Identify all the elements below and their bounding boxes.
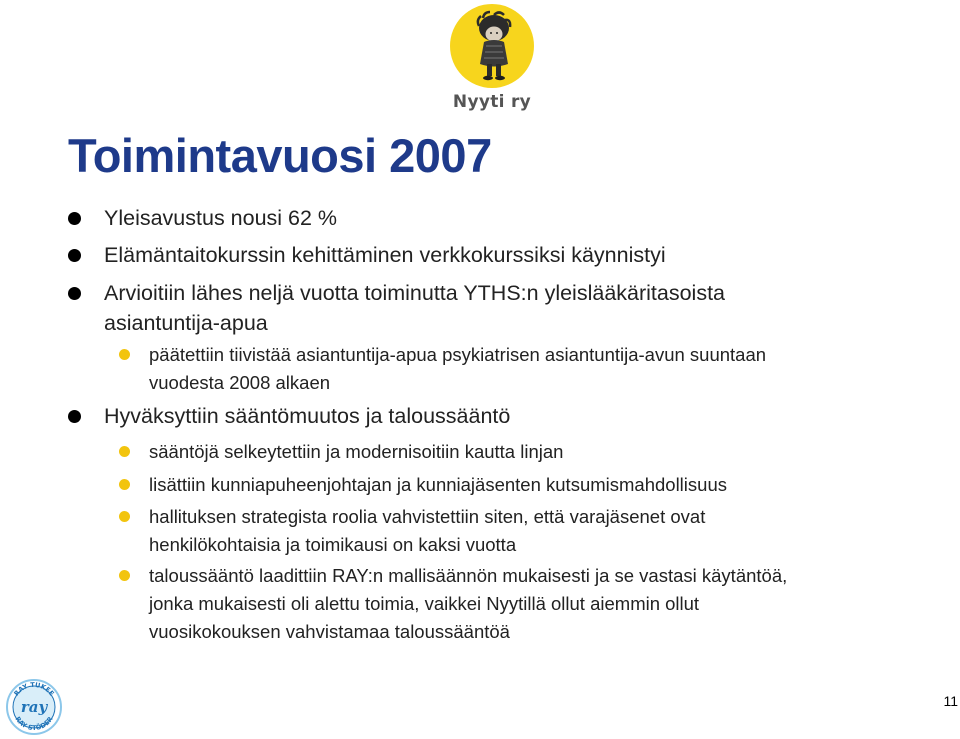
bullet-text-line: taloussääntö laadittiin RAY:n mallisäännön mukaisesti ja se vastasi käytäntöä, [149, 565, 788, 586]
bullet-text-line: Yleisavustus nousi 62 % [104, 206, 338, 230]
bullet-item-level-1 [104, 278, 725, 338]
bullet-text-line: vuodesta 2008 alkaen [149, 372, 331, 393]
bullet-item-level-1 [104, 401, 510, 431]
bullet-text-line: vuosikokouksen vahvistamaa taloussääntöä [149, 621, 510, 642]
bullet-dot-icon [68, 410, 81, 423]
bullet-text-line: sääntöjä selkeytettiin ja modernisoitiin kautta linjan [149, 441, 564, 462]
bullet-item-level-2 [149, 562, 787, 646]
bullet-text-line: jonka mukaisesti oli alettu toimia, vaikkei Nyytillä ollut aiemmin ollut [149, 593, 700, 614]
bullet-item-level-1 [104, 203, 337, 233]
bullet-item-level-2 [149, 438, 563, 466]
page-title: Toimintavuosi 2007 [68, 129, 492, 182]
ray-center-text: ray [20, 698, 48, 716]
bullet-item-level-1 [104, 240, 666, 270]
bullet-item-level-2 [149, 503, 705, 559]
bullet-text-line: hallituksen strategista roolia vahvistettiin siten, että varajäsenet ovat [149, 506, 706, 527]
bullet-item-level-2 [149, 471, 727, 499]
sub-bullet-dot-icon [119, 570, 130, 581]
bullet-text-line: henkilökohtaisia ja toimikausi on kaksi vuotta [149, 534, 517, 555]
bullet-text-line: päätettiin tiivistää asiantuntija-apua psykiatrisen asiantuntija-avun suuntaan [149, 344, 767, 365]
bullet-item-level-2 [149, 341, 766, 397]
bullet-text-line: lisättiin kunniapuheenjohtajan ja kunniajäsenten kutsumismahdollisuus [149, 474, 727, 495]
bullet-text-line: Arvioitiin lähes neljä vuotta toiminutta YTHS:n yleislääkäritasoista [104, 281, 726, 305]
figure-icon [450, 4, 534, 88]
bullet-text-line: asiantuntija-apua [104, 311, 268, 335]
nyyti-logo [446, 4, 538, 116]
bullet-text-line: Hyväksyttiin sääntömuutos ja taloussääntö [104, 404, 511, 428]
sub-bullet-dot-icon [119, 511, 130, 522]
bullet-dot-icon [68, 249, 81, 262]
ray-logo-icon [5, 678, 63, 736]
sub-bullet-dot-icon [119, 349, 130, 360]
bullet-dot-icon [68, 212, 81, 225]
bullet-text-line: Elämäntaitokurssin kehittäminen verkkokurssiksi käynnistyi [104, 243, 666, 267]
logo-text: Nyyti ry [452, 92, 532, 112]
ray-top-text: RAY TUKEE [12, 680, 56, 698]
sub-bullet-dot-icon [119, 479, 130, 490]
sub-bullet-dot-icon [119, 446, 130, 457]
bullet-dot-icon [68, 287, 81, 300]
page-number: 11 [943, 693, 958, 709]
ray-bottom-text: RAY STÖDER [13, 715, 55, 733]
